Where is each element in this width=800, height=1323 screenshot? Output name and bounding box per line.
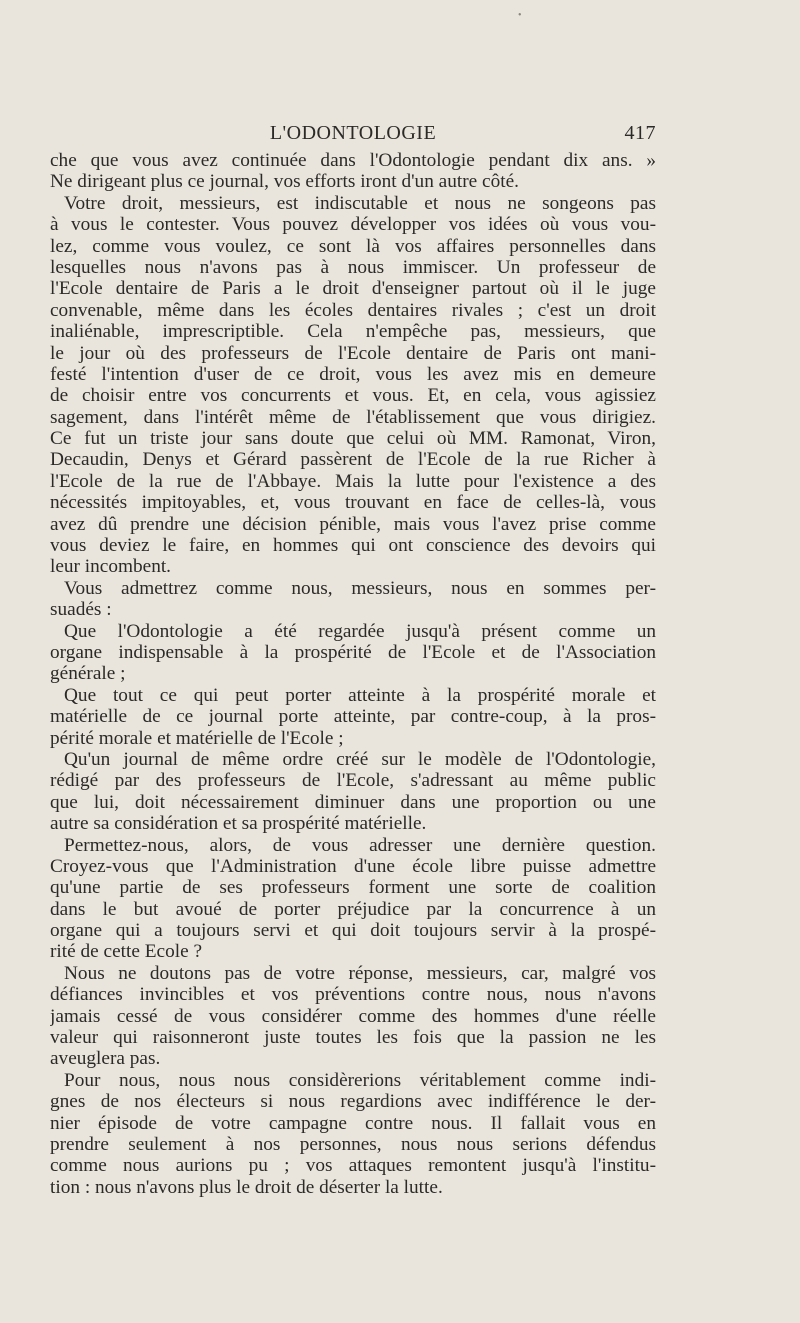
- running-header: [50, 122, 656, 150]
- text-line: jamais cessé de vous considérer comme des hommes d'une réelle: [50, 1005, 656, 1027]
- text-line: générale ;: [50, 663, 126, 685]
- text-line: Que l'Odontologie a été regardée jusqu'à présent comme un: [64, 620, 656, 642]
- text-line: festé l'intention d'user de ce droit, vous les avez mis en demeure: [50, 363, 656, 385]
- text-line: avez dû prendre une décision pénible, mais vous l'avez prise comme: [50, 513, 656, 535]
- text-line: convenable, même dans les écoles dentaires rivales ; c'est un droit: [50, 299, 656, 321]
- text-line: défiances invincibles et vos préventions contre nous, nous n'avons: [50, 984, 656, 1006]
- text-line: le jour où des professeurs de l'Ecole dentaire de Paris ont mani-: [50, 342, 656, 364]
- text-line: aveuglera pas.: [50, 1048, 161, 1070]
- page-number: 417: [624, 122, 656, 144]
- text-line: Decaudin, Denys et Gérard passèrent de l'Ecole de la rue Richer à: [50, 449, 656, 471]
- text-line: gnes de nos électeurs si nous regardions avec indifférence le der-: [50, 1091, 656, 1113]
- text-line: l'Ecole de la rue de l'Abbaye. Mais la lutte pour l'existence a des: [50, 470, 656, 492]
- text-line: dans le but avoué de porter préjudice par la concurrence à un: [50, 898, 656, 920]
- text-line: organe qui a toujours servi et qui doit toujours servir à la prospé-: [50, 920, 656, 942]
- text-line: l'Ecole dentaire de Paris a le droit d'enseigner partout où il le juge: [50, 278, 656, 300]
- text-line: leur incombent.: [50, 556, 172, 578]
- text-line: Votre droit, messieurs, est indiscutable et nous ne songeons pas: [64, 192, 656, 214]
- text-line: lez, comme vous voulez, ce sont là vos affaires personnelles dans: [50, 235, 656, 257]
- text-line: sagement, dans l'intérêt même de l'établissement que vous dirigiez.: [50, 406, 656, 428]
- text-line: Ne dirigeant plus ce journal, vos efforts iront d'un autre côté.: [50, 171, 519, 193]
- text-line: Ce fut un triste jour sans doute que celui où MM. Ramonat, Viron,: [50, 428, 656, 450]
- text-line: suadés :: [50, 599, 112, 621]
- body-text: [50, 150, 656, 1198]
- text-line: de choisir entre vos concurrents et vous. Et, en cela, vous agissiez: [50, 385, 656, 407]
- text-line: que lui, doit nécessairement diminuer dans une proportion ou une: [50, 791, 656, 813]
- text-line: lesquelles nous n'avons pas à nous immiscer. Un professeur de: [50, 256, 656, 278]
- text-line: périté morale et matérielle de l'Ecole ;: [50, 727, 344, 749]
- text-line: Nous ne doutons pas de votre réponse, messieurs, car, malgré vos: [64, 962, 656, 984]
- text-line: nier épisode de votre campagne contre nous. Il fallait vous en: [50, 1112, 656, 1134]
- text-line: Croyez-vous que l'Administration d'une école libre puisse admettre: [50, 855, 656, 877]
- text-line: tion : nous n'avons plus le droit de déserter la lutte.: [50, 1176, 443, 1198]
- text-line: matérielle de ce journal porte atteinte, par contre-coup, à la pros-: [50, 706, 656, 728]
- text-line: rédigé par des professeurs de l'Ecole, s'adressant au même public: [50, 770, 656, 792]
- text-line: à vous le contester. Vous pouvez développer vos idées où vous vou-: [50, 214, 656, 236]
- text-line: inaliénable, imprescriptible. Cela n'empêche pas, messieurs, que: [50, 321, 656, 343]
- text-line: organe indispensable à la prospérité de l'Ecole et de l'Association: [50, 641, 656, 663]
- text-line: Pour nous, nous nous considèrerions véritablement comme indi-: [64, 1069, 656, 1091]
- text-line: comme nous aurions pu ; vos attaques remontent jusqu'à l'institu-: [50, 1155, 656, 1177]
- text-line: valeur qui raisonneront juste toutes les fois que la passion ne les: [50, 1027, 656, 1049]
- text-line: Vous admettrez comme nous, messieurs, nous en sommes per-: [64, 577, 656, 599]
- text-line: Que tout ce qui peut porter atteinte à la prospérité morale et: [64, 684, 656, 706]
- ink-speck: •: [518, 10, 522, 21]
- text-line: qu'une partie de ses professeurs forment une sorte de coalition: [50, 877, 656, 899]
- text-line: rité de cette Ecole ?: [50, 941, 203, 963]
- text-line: prendre seulement à nos personnes, nous nous serions défendus: [50, 1133, 656, 1155]
- text-line: autre sa considération et sa prospérité matérielle.: [50, 813, 427, 835]
- journal-title: L'ODONTOLOGIE: [269, 122, 437, 144]
- text-line: Qu'un journal de même ordre créé sur le modèle de l'Odontologie,: [64, 748, 656, 770]
- text-line: vous deviez le faire, en hommes qui ont conscience des devoirs qui: [50, 535, 656, 557]
- text-line: nécessités impitoyables, et, vous trouvant en face de celles-là, vous: [50, 492, 656, 514]
- text-line: Permettez-nous, alors, de vous adresser une dernière question.: [64, 834, 656, 856]
- text-line: che que vous avez continuée dans l'Odontologie pendant dix ans. »: [50, 150, 656, 171]
